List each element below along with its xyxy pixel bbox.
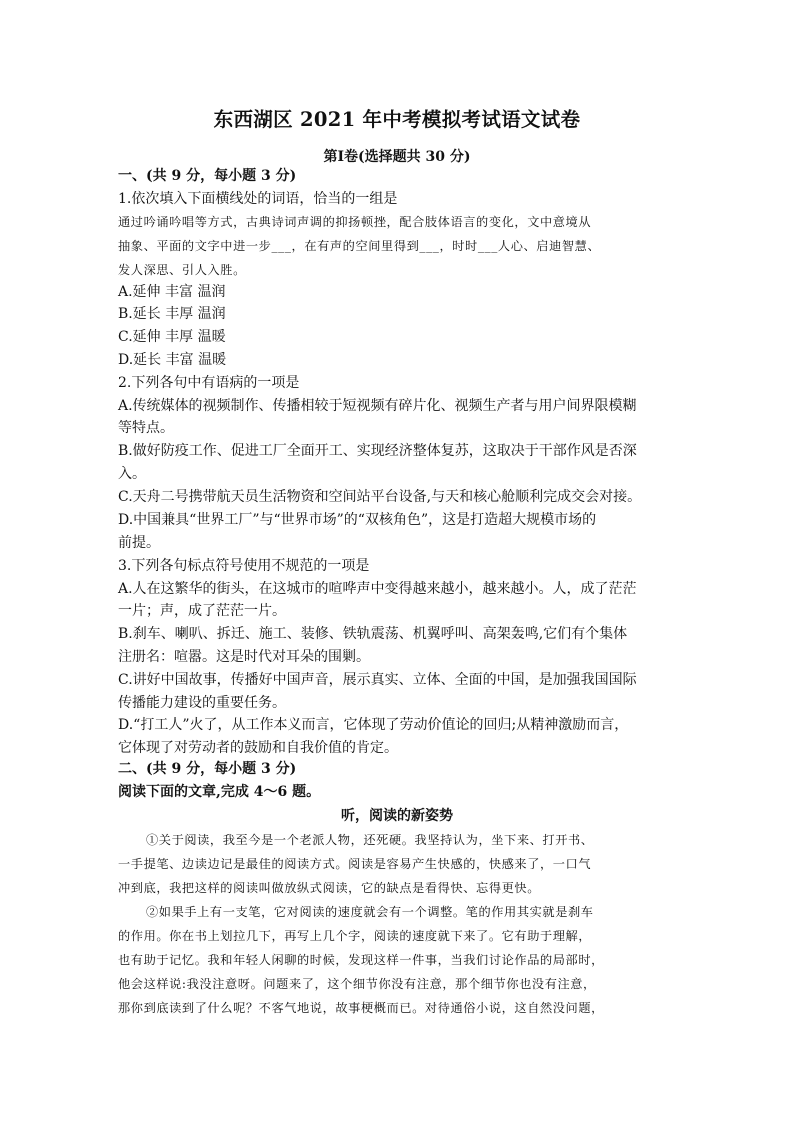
q3-stem: 3.下列各句标点符号使用不规范的一项是 <box>118 558 370 574</box>
q1-passage-line-1: 通过吟诵吟唱等方式，古典诗词声调的抑扬顿挫，配合肢体语言的变化，文中意境从 <box>118 215 592 229</box>
q1-option-a: A.延伸 丰富 温润 <box>118 284 226 300</box>
q1-option-d: D.延长 丰富 温暖 <box>118 352 227 368</box>
q1-option-b: B.延长 丰厚 温润 <box>118 306 226 322</box>
q1-stem: 1.依次填入下面横线处的词语，恰当的一组是 <box>118 191 398 207</box>
q1-passage-line-2: 抽象、平面的文字中进一步___，在有声的空间里得到___，时时___人心、启迪智慧、 <box>118 239 601 253</box>
para-2-line-3: 也有助于记忆。我和年轻人闲聊的时候，发现这样一件事，当我们讨论作品的局部时， <box>118 953 604 967</box>
para-2-line-4: 他会这样说:我没注意呀。问题来了，这个细节你没有注意，那个细节你也没有注意， <box>118 977 596 991</box>
q3-option-a-line-2: 一片；声，成了茫茫一片。 <box>118 603 286 619</box>
q2-option-d-line-2: 前提。 <box>118 535 160 551</box>
q2-option-b-line-2: 入。 <box>118 466 146 482</box>
para-1-line-3: 冲到底，我把这样的阅读叫做放纵式阅读，它的缺点是看得快、忘得更快。 <box>118 881 540 895</box>
q3-option-d-line-1: D.“打工人”火了，从工作本义而言，它体现了劳动价值论的回归;从精神激励而言， <box>118 717 629 733</box>
para-2-line-1: ②如果手上有一支笔，它对阅读的速度就会有一个调整。笔的作用其实就是刹车 <box>146 905 594 919</box>
q3-option-b-line-2: 注册名：喧嚣。这是时代对耳朵的围剿。 <box>118 649 370 665</box>
para-1-line-2: 一手提笔、边读边记是最佳的阅读方式。阅读是容易产生快感的，快感来了，一口气 <box>118 857 592 871</box>
para-2-line-2: 的作用。你在书上划拉几下，再写上几个字，阅读的速度就下来了。它有助于理解， <box>118 929 592 943</box>
q1-passage-line-3: 发人深思、引人入胜。 <box>118 263 246 277</box>
q1-option-c: C.延伸 丰厚 温暖 <box>118 329 226 345</box>
q2-option-a-line-2: 等特点。 <box>118 420 174 436</box>
q2-option-b-line-1: B.做好防疫工作、促进工厂全面开工、实现经济整体复苏，这取决于干部作风是否深 <box>118 443 637 459</box>
para-1-line-1: ①关于阅读，我至今是一个老派人物，还死硬。我坚持认为，坐下来、打开书、 <box>146 833 594 847</box>
q2-option-c: C.天舟二号携带航天员生活物资和空间站平台设备,与天和核心舱顺利完成交会对接。 <box>118 489 642 505</box>
q3-option-a-line-1: A.人在这繁华的街头，在这城市的喧哗声中变得越来越小，越来越小。人，成了茫茫 <box>118 581 637 597</box>
article-title: 听，阅读的新姿势 <box>341 808 453 824</box>
para-2-line-5: 那你到底读到了什么呢？不客气地说，故事梗概而已。对待通俗小说，这自然没问题， <box>118 1001 604 1015</box>
q2-option-d-line-1: D.中国兼具“世界工厂”与“世界市场”的“双核角色”，这是打造超大规模市场的 <box>118 512 597 528</box>
reading-instruction: 阅读下面的文章,完成 4～6 题。 <box>118 784 321 800</box>
q3-option-c-line-1: C.讲好中国故事，传播好中国声音，展示真实、立体、全面的中国，是加强我国国际 <box>118 672 637 688</box>
exam-title: 东西湖区 2021 年中考模拟考试语文试卷 <box>213 108 581 131</box>
q3-option-d-line-2: 它体现了对劳动者的鼓励和自我价值的肯定。 <box>118 740 398 756</box>
q2-option-a-line-1: A.传统媒体的视频制作、传播相较于短视频有碎片化、视频生产者与用户间界限模糊 <box>118 398 637 414</box>
section-2-heading: 二、(共 9 分，每小题 3 分) <box>118 761 297 777</box>
q3-option-c-line-2: 传播能力建设的重要任务。 <box>118 695 286 711</box>
q3-option-b-line-1: B.刹车、喇叭、拆迁、施工、装修、铁轨震荡、机翼呼叫、高架轰鸣,它们有个集体 <box>118 626 628 642</box>
section-1-heading: 一、(共 9 分，每小题 3 分) <box>118 168 297 184</box>
volume-heading: 第Ⅰ卷(选择题共 30 分) <box>323 149 471 165</box>
q2-stem: 2.下列各句中有语病的一项是 <box>118 375 300 391</box>
